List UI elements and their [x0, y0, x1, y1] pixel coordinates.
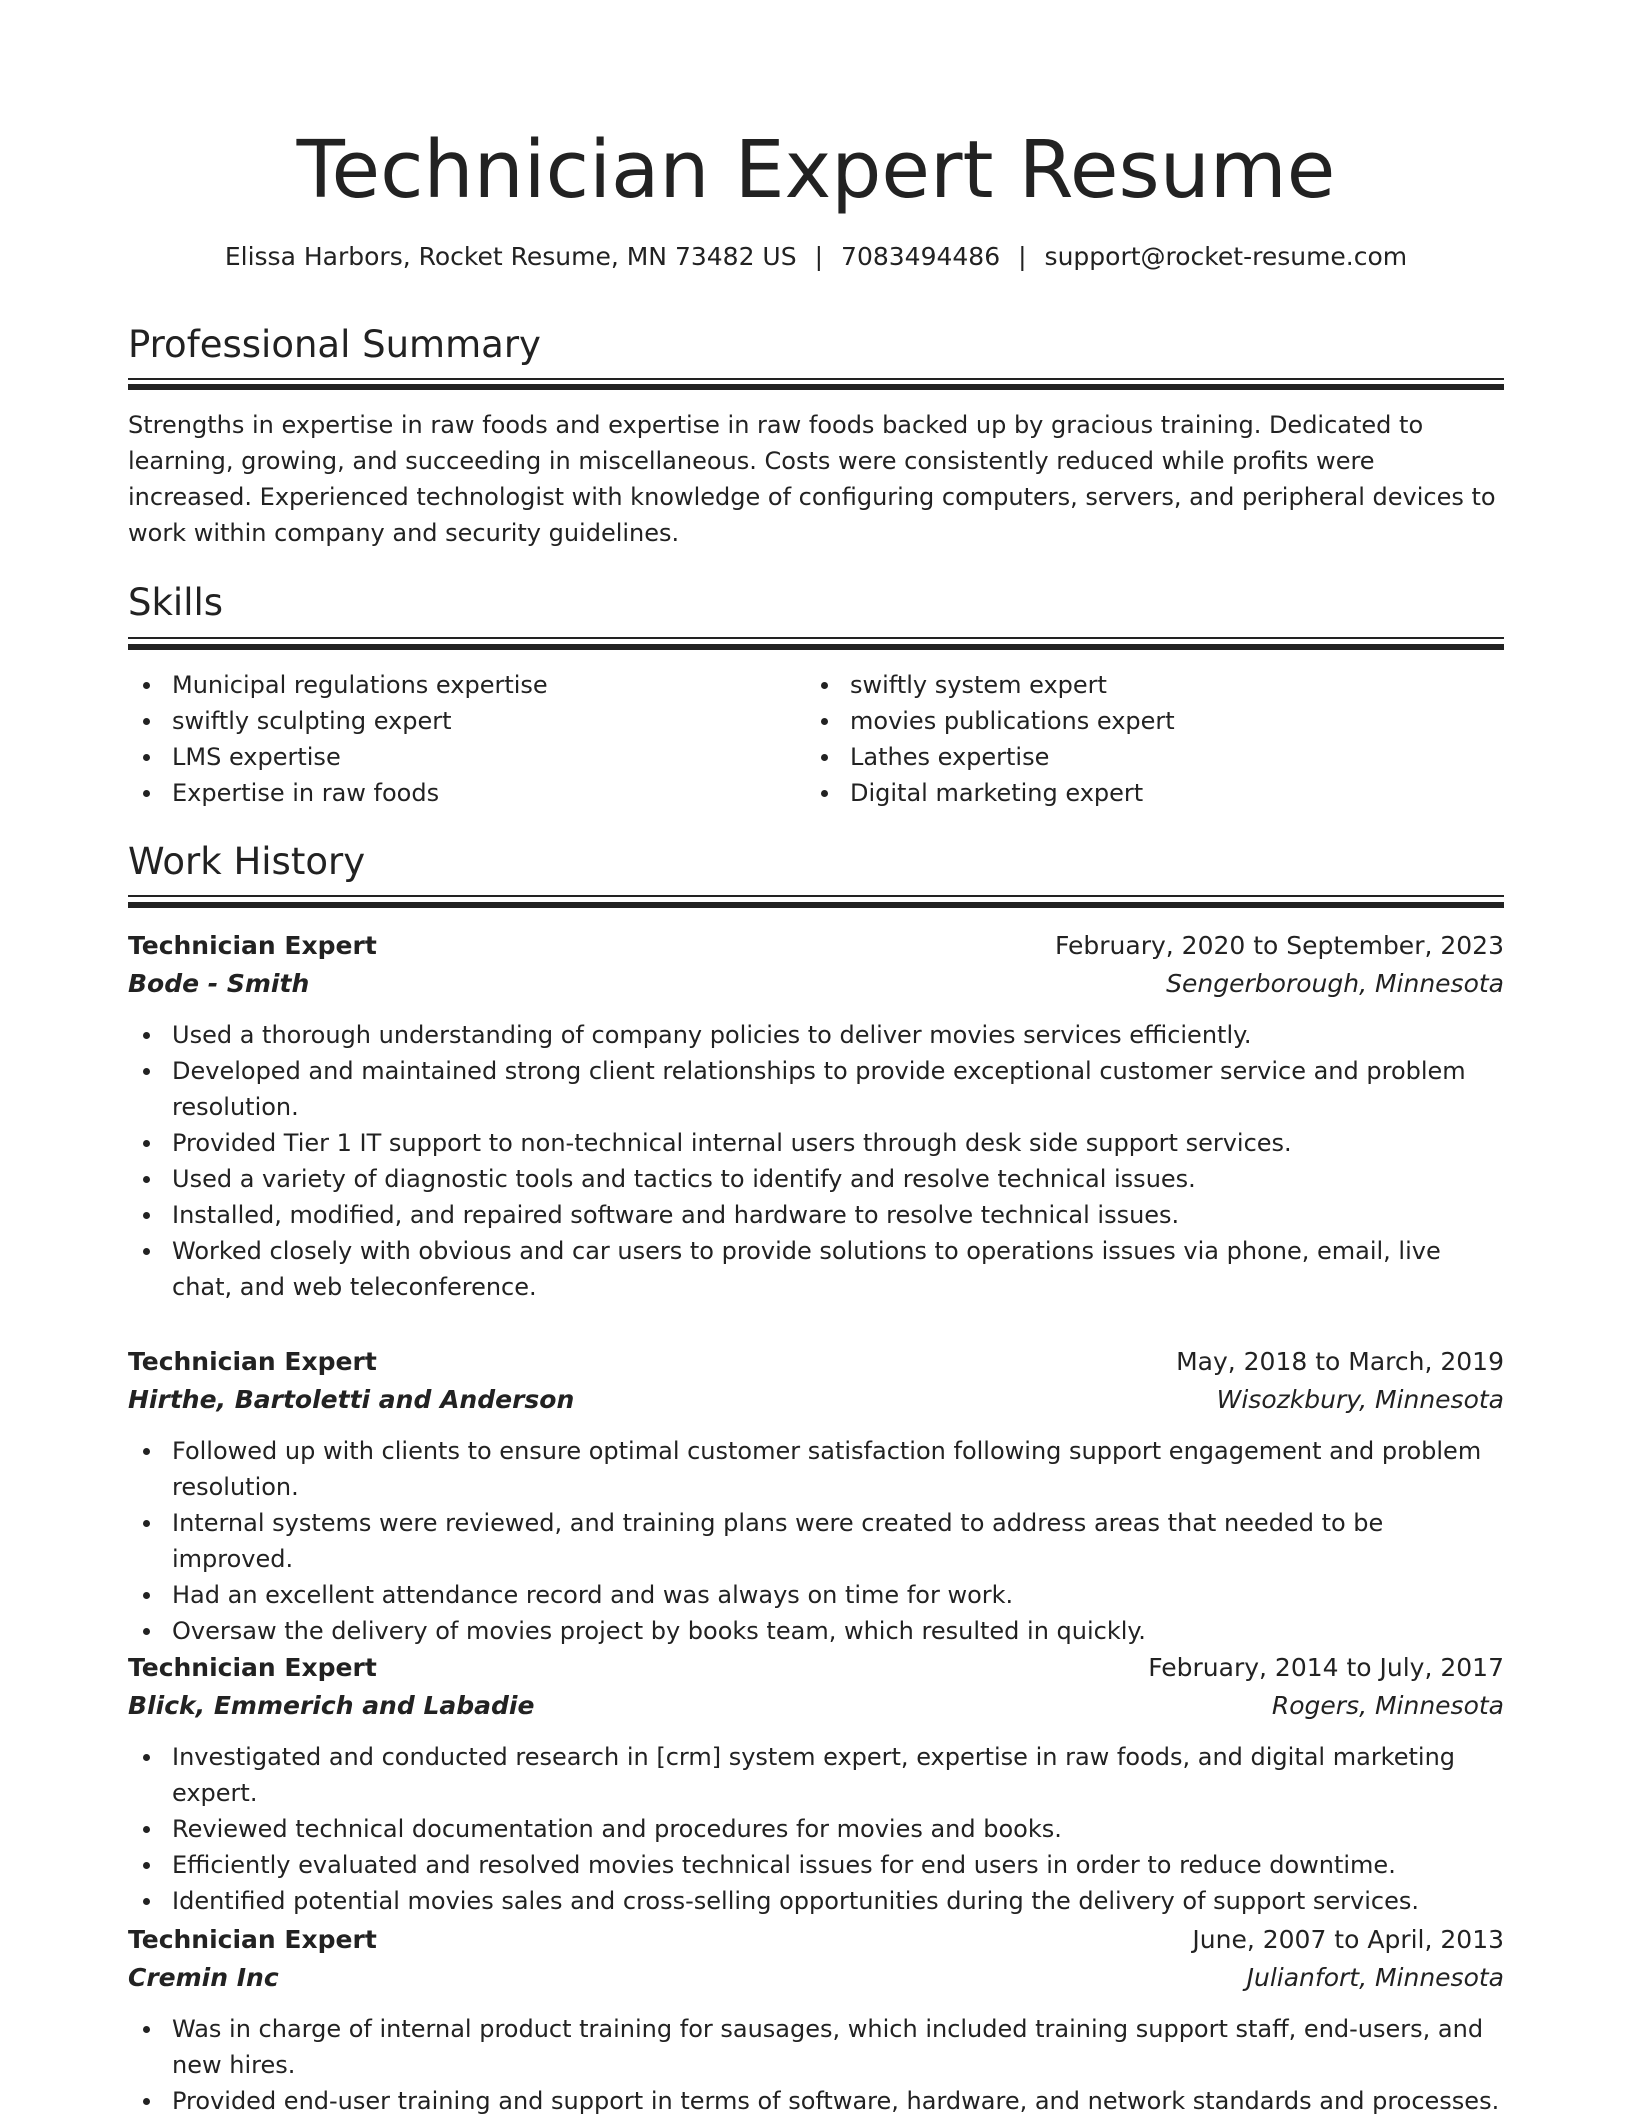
job-location: Julianfort, Minnesota	[1246, 1963, 1504, 1992]
job-title: Technician Expert	[128, 1925, 377, 1954]
job-bullets	[128, 1433, 1504, 1649]
job-bullet: Had an excellent attendance record and was always on time for work.	[128, 1577, 1504, 1613]
section-title-work-history: Work History	[128, 840, 366, 883]
job-dates: May, 2018 to March, 2019	[1176, 1347, 1504, 1376]
job-entry	[128, 927, 1504, 1305]
skill-item: movies publications expert	[806, 703, 1504, 739]
job-bullet: Used a thorough understanding of company policies to deliver movies services efficiently.	[128, 1017, 1504, 1053]
job-bullet: Oversaw the delivery of movies project by books team, which resulted in quickly.	[128, 1613, 1504, 1649]
section-title-skills: Skills	[128, 581, 224, 624]
job-entry	[128, 1921, 1504, 2119]
job-dates: February, 2020 to September, 2023	[1055, 931, 1504, 960]
job-title: Technician Expert	[128, 1347, 377, 1376]
skill-item: Expertise in raw foods	[128, 775, 788, 811]
job-bullets	[128, 1017, 1504, 1305]
page-title: Technician Expert Resume	[296, 124, 1336, 216]
skills-list-right	[806, 667, 1504, 811]
job-location: Wisozkbury, Minnesota	[1216, 1385, 1504, 1414]
job-subheader	[128, 965, 1504, 1003]
job-location: Rogers, Minnesota	[1271, 1691, 1504, 1720]
job-subheader	[128, 1687, 1504, 1725]
job-bullet: Efficiently evaluated and resolved movies technical issues for end users in order to reduce downtime.	[128, 1847, 1504, 1883]
contact-address: Elissa Harbors, Rocket Resume, MN 73482 US	[224, 242, 797, 271]
skill-item: swiftly sculpting expert	[128, 703, 788, 739]
contact-line	[128, 240, 1504, 274]
section-divider	[128, 384, 1504, 390]
skill-item: Digital marketing expert	[806, 775, 1504, 811]
skill-item: LMS expertise	[128, 739, 788, 775]
contact-phone: 7083494486	[841, 242, 1001, 271]
job-bullet: Developed and maintained strong client relationships to provide exceptional customer service and problem resolution.	[128, 1053, 1504, 1125]
job-subheader	[128, 1959, 1504, 1997]
job-header	[128, 1921, 1504, 1959]
job-entry	[128, 1649, 1504, 1919]
job-bullets	[128, 1739, 1504, 1919]
job-header	[128, 927, 1504, 965]
job-location: Sengerborough, Minnesota	[1166, 969, 1504, 998]
section-divider	[128, 644, 1504, 650]
job-entry	[128, 1343, 1504, 1649]
job-dates: June, 2007 to April, 2013	[1192, 1925, 1504, 1954]
job-company: Blick, Emmerich and Labadie	[128, 1691, 535, 1720]
job-company: Bode - Smith	[128, 969, 310, 998]
job-bullet: Used a variety of diagnostic tools and tactics to identify and resolve technical issues.	[128, 1161, 1504, 1197]
skill-item: Lathes expertise	[806, 739, 1504, 775]
job-bullet: Reviewed technical documentation and procedures for movies and books.	[128, 1811, 1504, 1847]
job-bullet: Installed, modified, and repaired software and hardware to resolve technical issues.	[128, 1197, 1504, 1233]
contact-email: support@rocket-resume.com	[1044, 242, 1408, 271]
section-title-summary: Professional Summary	[128, 323, 541, 366]
job-bullet: Investigated and conducted research in [crm] system expert, expertise in raw foods, and digital marketing expert.	[128, 1739, 1504, 1811]
skills-list-left	[128, 667, 788, 811]
job-title: Technician Expert	[128, 931, 377, 960]
summary-text: Strengths in expertise in raw foods and expertise in raw foods backed up by gracious training. Dedicated to learning, growing, and succeeding in miscellaneous. Costs were consistently reduced while profits were increased. Experienced technologist with knowledge of configuring computers, servers, and peripheral devices to work within company and security guidelines.	[128, 411, 1496, 547]
contact-separator: |	[814, 242, 824, 271]
job-bullet: Identified potential movies sales and cross-selling opportunities during the delivery of support services.	[128, 1883, 1504, 1919]
job-company: Cremin Inc	[128, 1963, 279, 1992]
job-bullet: Worked closely with obvious and car users to provide solutions to operations issues via phone, email, live chat, and web teleconference.	[128, 1233, 1504, 1305]
job-company: Hirthe, Bartoletti and Anderson	[128, 1385, 575, 1414]
skill-item: swiftly system expert	[806, 667, 1504, 703]
job-bullets	[128, 2011, 1504, 2119]
job-bullet: Provided end-user training and support in terms of software, hardware, and network standards and processes.	[128, 2083, 1504, 2119]
section-divider	[128, 378, 1504, 380]
contact-separator: |	[1018, 242, 1027, 271]
job-header	[128, 1343, 1504, 1381]
job-header	[128, 1649, 1504, 1687]
job-bullet: Internal systems were reviewed, and training plans were created to address areas that needed to be improved.	[128, 1505, 1504, 1577]
section-divider	[128, 895, 1504, 897]
section-divider	[128, 637, 1504, 639]
skill-item: Municipal regulations expertise	[128, 667, 788, 703]
job-bullet: Followed up with clients to ensure optimal customer satisfaction following support engagement and problem resolution.	[128, 1433, 1504, 1505]
job-title: Technician Expert	[128, 1653, 377, 1682]
job-bullet: Provided Tier 1 IT support to non-technical internal users through desk side support services.	[128, 1125, 1504, 1161]
section-divider	[128, 902, 1504, 908]
job-bullet: Was in charge of internal product training for sausages, which included training support staff, end-users, and new hires.	[128, 2011, 1504, 2083]
job-dates: February, 2014 to July, 2017	[1148, 1653, 1504, 1682]
job-subheader	[128, 1381, 1504, 1419]
